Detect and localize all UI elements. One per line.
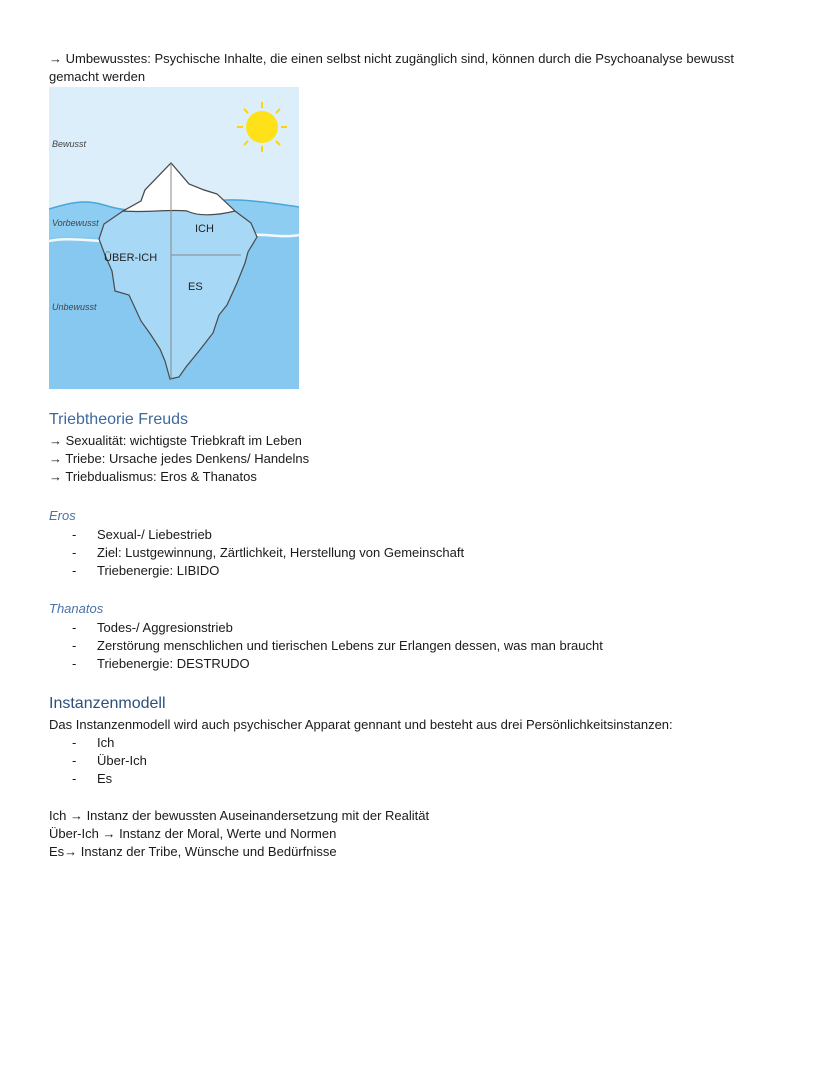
label-vorbewusst: Vorbewusst [52, 218, 99, 228]
list-item: - Triebenergie: DESTRUDO [49, 655, 603, 673]
definition-line: Ich → Instanz der bewussten Auseinandersetzung mit der Realität [49, 808, 430, 823]
list-item: - Ziel: Lustgewinnung, Zärtlichkeit, Herstellung von Gemeinschaft [49, 544, 464, 562]
list-item: - Todes-/ Aggresionstrieb [49, 619, 603, 637]
label-es: ES [188, 281, 203, 293]
iceberg-diagram [49, 87, 299, 389]
list-item: - Zerstörung menschlichen und tierischen Lebens zur Erlangen dessen, was man braucht [49, 637, 603, 655]
instanzen-list [49, 734, 147, 788]
intro-text: → Umbewusstes: Psychische Inhalte, die einen selbst nicht zugänglich sind, können durch die Psychoanalyse bewusst gemacht werden [49, 51, 735, 84]
label-bewusst: Bewusst [52, 139, 87, 149]
label-unbewusst: Unbewusst [52, 302, 97, 312]
instanzen-definitions [49, 807, 429, 861]
definition-line: Es→ Instanz der Tribe, Wünsche und Bedürfnisse [49, 844, 337, 859]
definition-line: Über-Ich → Instanz der Moral, Werte und Normen [49, 826, 337, 841]
instanzen-heading: Instanzenmodell [49, 695, 166, 712]
trieb-line: → Triebdualismus: Eros & Thanatos [49, 469, 257, 484]
trieb-line: → Triebe: Ursache jedes Denkens/ Handelns [49, 451, 310, 466]
list-item: - Ich [49, 734, 147, 752]
eros-list [49, 526, 464, 580]
trieb-heading: Triebtheorie Freuds [49, 411, 189, 428]
list-item: - Triebenergie: LIBIDO [49, 562, 464, 580]
trieb-lines [49, 432, 309, 486]
thanatos-title: Thanatos [49, 601, 104, 616]
instanzen-intro: Das Instanzenmodell wird auch psychischer Apparat gennant und besteht aus drei Persönlichkeitsinstanzen: [49, 717, 673, 732]
label-ich: ICH [195, 223, 214, 235]
list-item: - Sexual-/ Liebestrieb [49, 526, 464, 544]
list-item: - Es [49, 770, 147, 788]
eros-title: Eros [49, 508, 76, 523]
trieb-line: → Sexualität: wichtigste Triebkraft im Leben [49, 433, 302, 448]
list-item: - Über-Ich [49, 752, 147, 770]
thanatos-list [49, 619, 603, 673]
label-ueberich: ÜBER-ICH [104, 252, 158, 264]
